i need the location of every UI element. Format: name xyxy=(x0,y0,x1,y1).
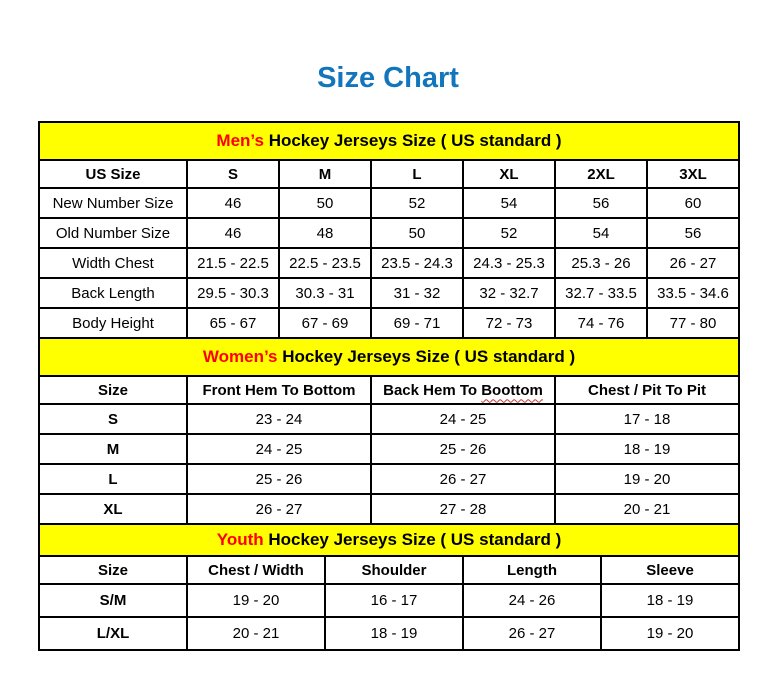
table-cell: 26 - 27 xyxy=(463,617,601,650)
table-cell: 56 xyxy=(647,218,739,248)
row-label: L/XL xyxy=(39,617,187,650)
womens-banner-cell xyxy=(39,338,739,376)
womens-banner-text: Hockey Jerseys Size ( US standard ) xyxy=(282,347,576,366)
table-cell: 26 - 27 xyxy=(187,494,371,524)
table-cell: 24.3 - 25.3 xyxy=(463,248,555,278)
womens-banner-highlight: Women’s xyxy=(202,347,278,366)
column-header: US Size xyxy=(39,160,187,188)
table-cell: 24 - 25 xyxy=(371,404,555,434)
table-row xyxy=(39,218,739,248)
table-cell: 32.7 - 33.5 xyxy=(555,278,647,308)
column-header: M xyxy=(279,160,371,188)
table-cell: 52 xyxy=(463,218,555,248)
row-label: Body Height xyxy=(39,308,187,338)
column-header: Size xyxy=(39,556,187,584)
table-cell: 54 xyxy=(463,188,555,218)
row-label: S xyxy=(39,404,187,434)
table-cell: 23 - 24 xyxy=(187,404,371,434)
table-cell: 25 - 26 xyxy=(371,434,555,464)
table-cell: 25.3 - 26 xyxy=(555,248,647,278)
table-cell: 48 xyxy=(279,218,371,248)
row-label: S/M xyxy=(39,584,187,617)
table-cell: 26 - 27 xyxy=(371,464,555,494)
youth-header-row xyxy=(39,556,739,584)
mens-header-row xyxy=(39,160,739,188)
womens-section-banner xyxy=(39,338,739,376)
table-cell: 16 - 17 xyxy=(325,584,463,617)
back-hem-misspelled-word: Boottom xyxy=(481,381,543,399)
column-header: Chest / Pit To Pit xyxy=(555,376,739,404)
table-cell: 31 - 32 xyxy=(371,278,463,308)
table-cell: 20 - 21 xyxy=(187,617,325,650)
mens-size-table xyxy=(38,121,740,339)
row-label: Old Number Size xyxy=(39,218,187,248)
table-row xyxy=(39,434,739,464)
mens-banner-text: Hockey Jerseys Size ( US standard ) xyxy=(268,131,562,150)
column-header: XL xyxy=(463,160,555,188)
table-cell: 29.5 - 30.3 xyxy=(187,278,279,308)
table-row xyxy=(39,278,739,308)
column-header: Front Hem To Bottom xyxy=(187,376,371,404)
row-label: Back Length xyxy=(39,278,187,308)
column-header: L xyxy=(371,160,463,188)
table-cell: 19 - 20 xyxy=(555,464,739,494)
table-cell: 18 - 19 xyxy=(555,434,739,464)
youth-size-table xyxy=(38,523,740,651)
table-cell: 74 - 76 xyxy=(555,308,647,338)
womens-size-table xyxy=(38,337,740,525)
table-cell: 50 xyxy=(279,188,371,218)
table-cell: 24 - 25 xyxy=(187,434,371,464)
table-row xyxy=(39,188,739,218)
table-cell: 19 - 20 xyxy=(601,617,739,650)
table-row xyxy=(39,494,739,524)
mens-banner-highlight: Men’s xyxy=(216,131,264,150)
row-label: New Number Size xyxy=(39,188,187,218)
column-header-misspelled xyxy=(371,376,555,404)
table-cell: 54 xyxy=(555,218,647,248)
column-header: Length xyxy=(463,556,601,584)
back-hem-prefix: Back Hem To xyxy=(383,381,478,399)
table-cell: 52 xyxy=(371,188,463,218)
table-cell: 60 xyxy=(647,188,739,218)
mens-banner-cell xyxy=(39,122,739,160)
table-cell: 26 - 27 xyxy=(647,248,739,278)
table-row xyxy=(39,617,739,650)
row-label: XL xyxy=(39,494,187,524)
table-cell: 65 - 67 xyxy=(187,308,279,338)
womens-header-row xyxy=(39,376,739,404)
table-cell: 21.5 - 22.5 xyxy=(187,248,279,278)
row-label: M xyxy=(39,434,187,464)
table-row xyxy=(39,308,739,338)
table-cell: 20 - 21 xyxy=(555,494,739,524)
table-cell: 46 xyxy=(187,218,279,248)
size-tables-container xyxy=(38,121,738,651)
table-cell: 32 - 32.7 xyxy=(463,278,555,308)
column-header: Sleeve xyxy=(601,556,739,584)
table-row xyxy=(39,584,739,617)
table-cell: 67 - 69 xyxy=(279,308,371,338)
table-cell: 19 - 20 xyxy=(187,584,325,617)
table-cell: 77 - 80 xyxy=(647,308,739,338)
column-header: 2XL xyxy=(555,160,647,188)
table-row xyxy=(39,404,739,434)
youth-banner-highlight: Youth xyxy=(216,530,264,549)
column-header: Size xyxy=(39,376,187,404)
table-cell: 18 - 19 xyxy=(325,617,463,650)
table-cell: 46 xyxy=(187,188,279,218)
table-cell: 72 - 73 xyxy=(463,308,555,338)
column-header: Shoulder xyxy=(325,556,463,584)
table-cell: 23.5 - 24.3 xyxy=(371,248,463,278)
table-cell: 22.5 - 23.5 xyxy=(279,248,371,278)
table-row xyxy=(39,248,739,278)
youth-section-banner xyxy=(39,524,739,556)
table-cell: 27 - 28 xyxy=(371,494,555,524)
table-cell: 25 - 26 xyxy=(187,464,371,494)
table-cell: 69 - 71 xyxy=(371,308,463,338)
table-row xyxy=(39,464,739,494)
mens-section-banner xyxy=(39,122,739,160)
column-header: Chest / Width xyxy=(187,556,325,584)
row-label: Width Chest xyxy=(39,248,187,278)
table-cell: 24 - 26 xyxy=(463,584,601,617)
table-cell: 17 - 18 xyxy=(555,404,739,434)
column-header: S xyxy=(187,160,279,188)
page-title: Size Chart xyxy=(317,62,459,94)
table-cell: 30.3 - 31 xyxy=(279,278,371,308)
table-cell: 18 - 19 xyxy=(601,584,739,617)
column-header: 3XL xyxy=(647,160,739,188)
table-cell: 33.5 - 34.6 xyxy=(647,278,739,308)
table-cell: 50 xyxy=(371,218,463,248)
youth-banner-cell xyxy=(39,524,739,556)
youth-banner-text: Hockey Jerseys Size ( US standard ) xyxy=(268,530,562,549)
row-label: L xyxy=(39,464,187,494)
table-cell: 56 xyxy=(555,188,647,218)
